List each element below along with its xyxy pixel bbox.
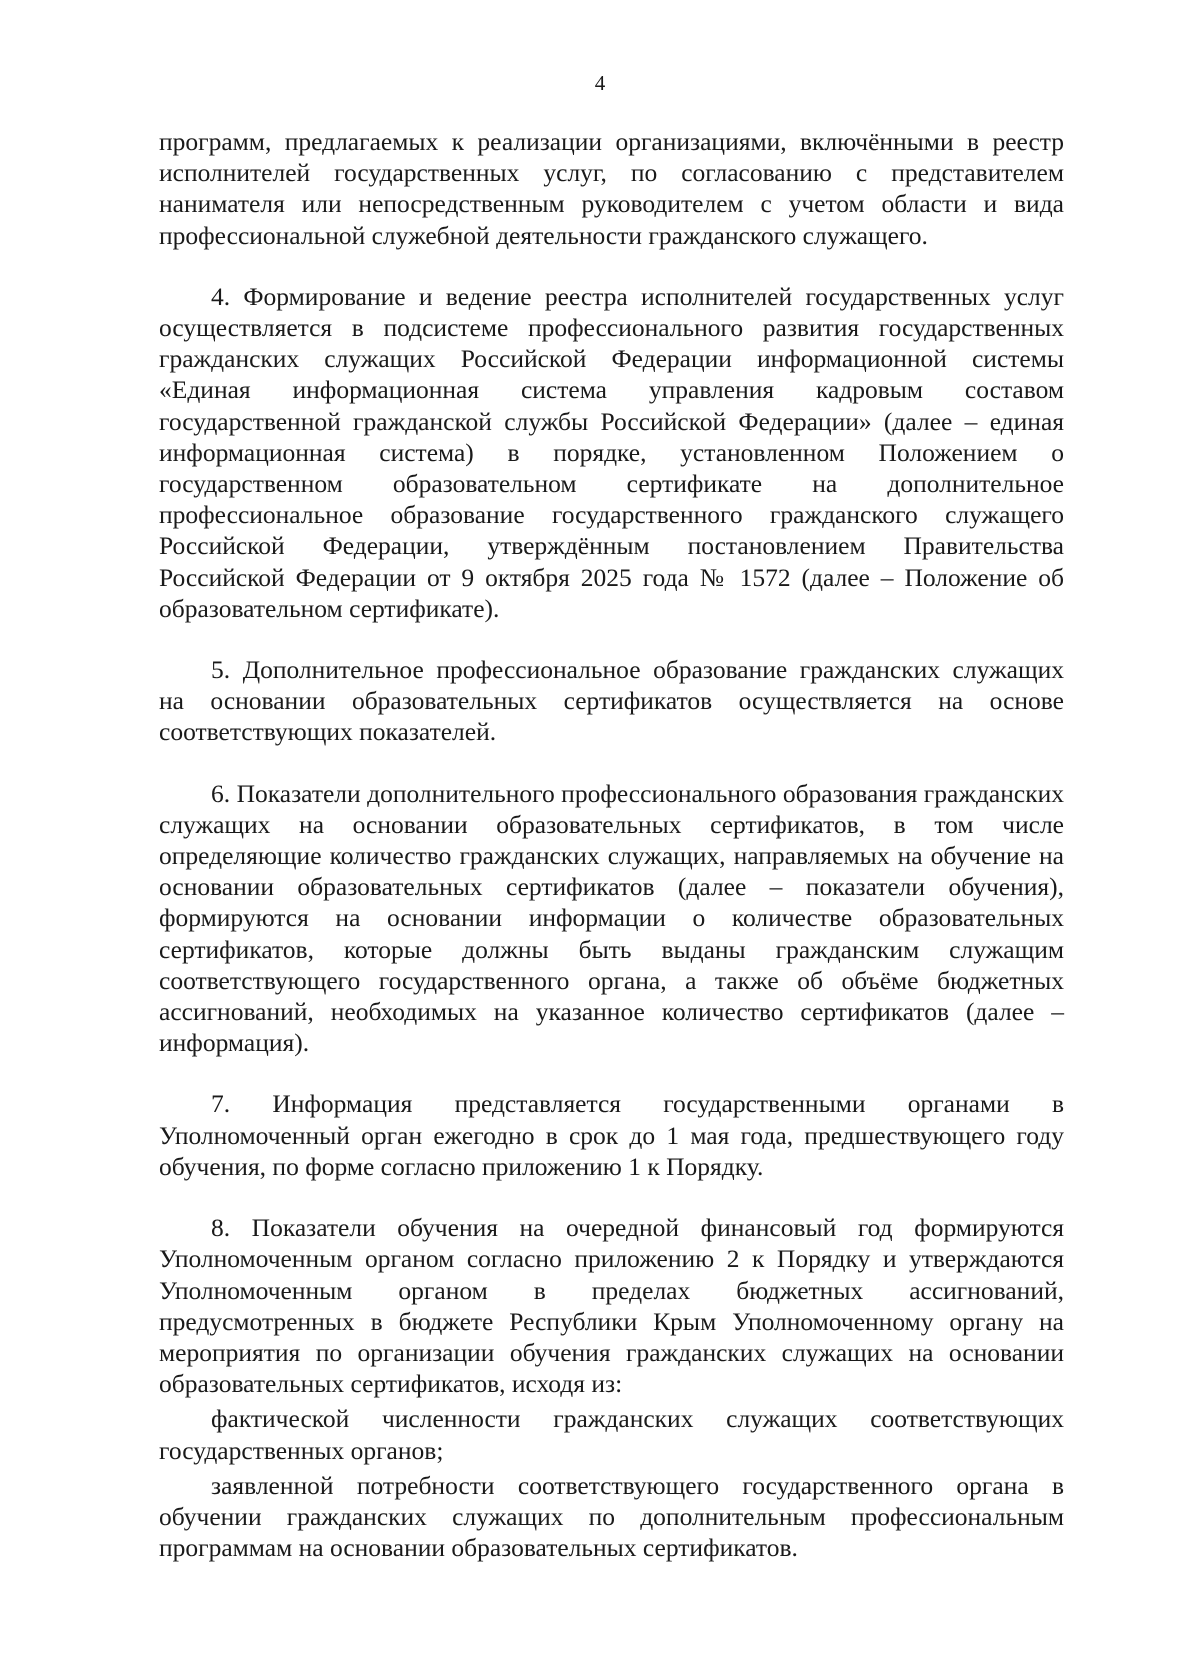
page-number: 4 — [594, 71, 606, 95]
paragraph-7: 7. Информация представляется государственными органами в Уполномоченный орган ежегодно в срок до 1 мая года, предшествующего году обучения, по форме согласно приложению 1 к Порядку. — [159, 1089, 1064, 1181]
paragraph-5: 5. Дополнительное профессиональное образование гражданских служащих на основании образовательных сертификатов осуществляется на основе соответствующих показателей. — [159, 655, 1064, 747]
paragraph-8-item-b: заявленной потребности соответствующего государственного органа в обучении гражданских служащих по дополнительным профессиональным программам на основании образовательных сертификатов. — [159, 1470, 1064, 1563]
paragraph-4: 4. Формирование и ведение реестра исполнителей государственных услуг осуществляется в подсистеме профессионального развития государственных гражданских служащих Российской Федерации информационной системы «Единая информационная система управления кадровым составом государственной гражданской службы Российской Федерации» (далее – единая информационная система) в порядке, установленном Положением о государственном образовательном сертификате на дополнительное профессиональное образование государственного гражданского служащего Российской Федерации, утверждённым постановлением Правительства Российской Федерации от 9 октября 2025 года № 1572 (далее – Положение об образовательном сертификате). — [159, 281, 1064, 623]
paragraph-continuation: программ, предлагаемых к реализации организациями, включёнными в реестр исполнителей государственных услуг, по согласованию с представителем нанимателя или непосредственным руководителем с учетом области и вида профессиональной служебной деятельности гражданского служащего. — [159, 127, 1064, 250]
paragraph-8-item-a: фактической численности гражданских служащих соответствующих государственных органов; — [159, 1404, 1064, 1465]
paragraph-8: 8. Показатели обучения на очередной финансовый год формируются Уполномоченным органом согласно приложению 2 к Порядку и утверждаются Уполномоченным органом в пределах бюджетных ассигнований, предусмотренных в бюджете Республики Крым Уполномоченному органу на мероприятия по организации обучения гражданских служащих на основании образовательных сертификатов, исходя из: — [159, 1213, 1064, 1399]
paragraph-6: 6. Показатели дополнительного профессионального образования гражданских служащих на основании образовательных сертификатов, в том числе определяющие количество гражданских служащих, направляемых на обучение на основании образовательных сертификатов (далее – показатели обучения), формируются на основании информации о количестве образовательных сертификатов, которые должны быть выданы гражданским служащим соответствующего государственного органа, а также об объёме бюджетных ассигнований, необходимых на указанное количество сертификатов (далее – информация). — [159, 778, 1064, 1058]
document-body — [159, 126, 1064, 1563]
